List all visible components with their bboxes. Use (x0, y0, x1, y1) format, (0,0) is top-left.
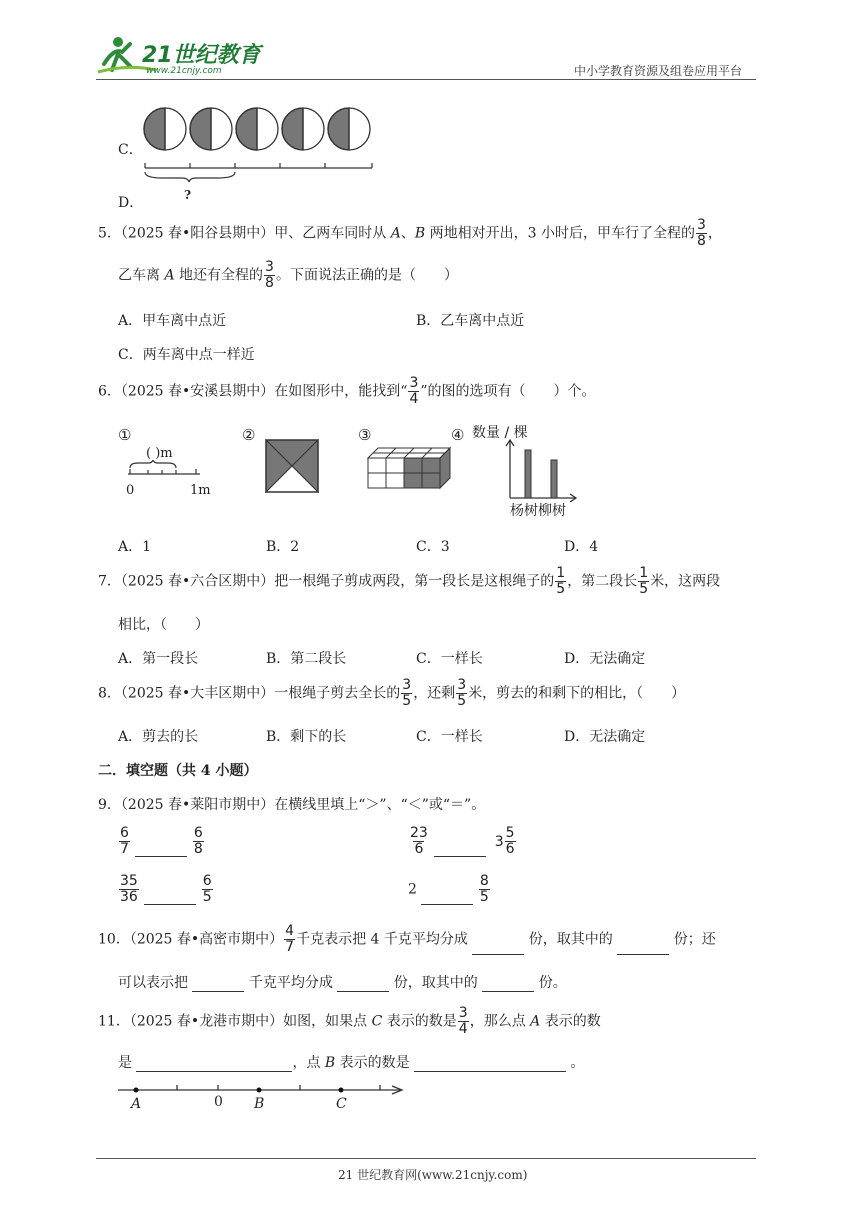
q11-axis-a: A (131, 1096, 142, 1112)
q9-p4-blank[interactable] (421, 890, 473, 905)
q4-circles-figure (142, 106, 374, 152)
q7-number: 7． (98, 573, 121, 590)
q11-source: （2025 春•龙港市期中） (129, 1013, 284, 1030)
q11-number: 11． (98, 1013, 130, 1030)
q8-text1: 一根绳子剪去全长的 (274, 685, 401, 702)
q11-blank-a[interactable] (136, 1057, 292, 1072)
q5-text1: 甲、乙两车同时从 (274, 225, 391, 242)
section-fill-in-title: 二．填空题（共 4 小题） (98, 763, 258, 779)
q5-option-c[interactable]: C．两车离中点一样近 (118, 347, 255, 363)
q9-pair-4 (408, 874, 491, 905)
q7-option-d[interactable]: D．无法确定 (564, 651, 646, 667)
q6-source: （2025 春•安溪县期中） (120, 383, 275, 400)
q5-end1: ， (707, 225, 722, 242)
q9-p1-b: $\frac{6}{8}$ (193, 825, 203, 857)
q8-number: 8． (98, 685, 121, 702)
q6-fig1-one: 1m (190, 483, 211, 498)
q6-fig2-label: ② (242, 426, 256, 444)
q6-option-a[interactable]: A．1 (118, 539, 152, 555)
q6-fig4-ylabel: 数量 / 棵 (472, 425, 528, 441)
q5-line2 (118, 260, 458, 291)
q6-text2: ”的图的选项有（ ）个。 (420, 383, 596, 400)
q5-option-b[interactable]: B．乙车离中点近 (416, 313, 525, 329)
q6-option-b[interactable]: B．2 (266, 539, 300, 555)
q7-option-b[interactable]: B．第二段长 (266, 651, 347, 667)
q4-question-mark: ? (184, 188, 192, 202)
q9-p4-a: 2 (408, 881, 417, 898)
q10-l2b: 千克平均分成 (244, 975, 338, 991)
q10-blank-3[interactable] (192, 977, 244, 992)
q11-point-a: A (530, 1013, 541, 1030)
q6-fig1-label: ① (118, 426, 132, 444)
q5-number: 5． (98, 225, 121, 242)
q9-pair-3 (118, 874, 214, 905)
q6-number: 6． (98, 383, 121, 400)
q5-line2-point-a: A (164, 267, 175, 284)
q9-p1-blank[interactable] (135, 842, 187, 857)
q8-line1 (98, 678, 685, 709)
q5-line2a: 乙车离 (118, 267, 165, 284)
q10-fraction: $\frac{4}{7}$ (285, 923, 295, 955)
q5-text2: 两地相对开出，3 小时后，甲车行了全程的 (425, 225, 695, 242)
q8-source: （2025 春•大丰区期中） (120, 685, 275, 702)
q7-option-c[interactable]: C．一样长 (416, 651, 483, 667)
q10-blank-4[interactable] (337, 977, 389, 992)
q6-fig4-xlabel: 杨树柳树 (510, 503, 566, 519)
q11-fraction: $\frac{3}{4}$ (458, 1005, 468, 1037)
q6-fig1-bracket-label: ( )m (146, 446, 173, 461)
q6-fig2-square (264, 438, 320, 494)
q11-l2a: 是 (118, 1055, 137, 1071)
q10-l2a: 可以表示把 (118, 975, 193, 991)
q10-l2d: 份。 (534, 975, 567, 991)
q8-option-c[interactable]: C．一样长 (416, 729, 483, 745)
q11-axis-b: B (254, 1096, 265, 1112)
q10-l2c: 份，取其中的 (389, 975, 483, 991)
q6-fig3-label: ③ (358, 426, 372, 444)
q6-option-c[interactable]: C．3 (416, 539, 450, 555)
q9-pair-2 (408, 826, 517, 857)
q4-option-c[interactable]: C． (118, 142, 143, 158)
q6-line1 (98, 376, 596, 407)
q5-line1 (98, 218, 722, 249)
q10-t1: 千克表示把 4 千克平均分成 (296, 931, 473, 948)
q5-line2b: 地还有全程的 (174, 267, 264, 284)
footer-rule (96, 1158, 756, 1159)
q6-fig4-bar-chart (500, 438, 580, 502)
q10-t3: 份；还 (669, 931, 716, 948)
q8-fraction-2: $\frac{3}{5}$ (457, 677, 467, 709)
logo-url: www.21cnjy.com (146, 66, 222, 76)
q9-p1-a: $\frac{6}{7}$ (120, 825, 129, 857)
q11-l2c: 表示的数是 (335, 1055, 415, 1071)
q10-t2: 份，取其中的 (524, 931, 618, 948)
q11-line1 (98, 1006, 601, 1037)
q6-fig3-cubes (364, 440, 454, 492)
q5-fraction-2: $\frac{3}{8}$ (265, 259, 274, 291)
q11-l2d: 。 (566, 1055, 585, 1071)
q9-pair-1 (118, 826, 205, 857)
q9-p3-a: $\frac{35}{36}$ (120, 873, 138, 905)
q7-option-a[interactable]: A．第一段长 (118, 651, 199, 667)
q5-point-b: B (414, 225, 426, 242)
q9-source: （2025 春•莱阳市期中） (120, 797, 275, 813)
logo-text: 21世纪教育 (142, 43, 261, 68)
q10-number: 10． (98, 931, 130, 948)
q6-fraction: $\frac{3}{4}$ (409, 375, 419, 407)
q4-option-d[interactable]: D． (118, 195, 144, 211)
q5-sep: 、 (400, 225, 415, 242)
q7-source: （2025 春•六合区期中） (120, 573, 275, 590)
q8-option-b[interactable]: B．剩下的长 (266, 729, 347, 745)
q9-p3-b: $\frac{6}{5}$ (202, 873, 212, 905)
q11-line2 (118, 1052, 585, 1072)
q10-line2 (118, 972, 567, 992)
q10-source: （2025 春•高密市期中） (129, 931, 284, 948)
q5-source: （2025 春•阳谷县期中） (120, 225, 275, 242)
q10-blank-5[interactable] (482, 977, 534, 992)
q7-text2: ，第二段长 (567, 573, 638, 590)
q11-point-b: B (324, 1055, 336, 1071)
q11-axis-c: C (336, 1096, 347, 1112)
q7-line1 (98, 566, 720, 597)
q6-fig1-ruler (124, 460, 204, 484)
q6-text1: 在如图形中，能找到“ (274, 383, 408, 400)
q8-text3: 米，剪去的和剩下的相比，（ ） (468, 685, 686, 702)
q11-t2: 表示的数是 (382, 1013, 457, 1030)
q6-option-d[interactable]: D．4 (564, 539, 599, 555)
q9-p2-b: $\frac{5}{6}$ (505, 825, 515, 857)
q11-point-c: C (371, 1013, 383, 1030)
q6-fig1-zero: 0 (126, 483, 135, 498)
q5-line2c: 。下面说法正确的是（ ） (275, 267, 458, 284)
q9-p4-b: $\frac{8}{5}$ (479, 873, 489, 905)
q11-blank-b[interactable] (414, 1057, 566, 1072)
q7-fraction-2: $\frac{1}{5}$ (639, 565, 649, 597)
q9-p2-whole: 3 (494, 833, 504, 850)
q11-t1: 如图，如果点 (283, 1013, 372, 1030)
q6-fig4-label: ④ (451, 426, 465, 444)
q7-text3: 米，这两段 (650, 573, 721, 590)
q11-axis-zero: 0 (214, 1094, 223, 1110)
q11-t4: 表示的数 (540, 1013, 601, 1030)
q9-p2-a: $\frac{23}{6}$ (410, 825, 428, 857)
q9-number: 9． (98, 797, 121, 813)
q7-line2: 相比，（ ） (118, 617, 209, 633)
q10-line1 (98, 924, 716, 955)
q4-line-segment-figure (142, 160, 382, 200)
q10-blank-1[interactable] (472, 940, 524, 955)
footer-text: 21 世纪教育网(www.21cnjy.com) (338, 1168, 528, 1182)
header-rule (96, 79, 756, 80)
q8-option-d[interactable]: D．无法确定 (564, 729, 646, 745)
q10-blank-2[interactable] (617, 940, 669, 955)
q11-l2b: ，点 (292, 1055, 325, 1071)
q11-t3: ，那么点 (469, 1013, 531, 1030)
q7-text1: 把一根绳子剪成两段，第一段长是这根绳子的 (274, 573, 555, 590)
q8-option-a[interactable]: A．剪去的长 (118, 729, 199, 745)
q9-p3-blank[interactable] (144, 890, 196, 905)
q8-fraction-1: $\frac{3}{5}$ (402, 677, 412, 709)
header-platform-title: 中小学教育资源及组卷应用平台 (574, 64, 743, 78)
q9-line1 (98, 794, 485, 814)
q9-text: 在横线里填上“＞”、“＜”或“＝”。 (274, 797, 486, 813)
q9-p2-blank[interactable] (434, 842, 486, 857)
q5-option-a[interactable]: A．甲车离中点近 (118, 313, 227, 329)
q5-fraction-1: $\frac{3}{8}$ (696, 217, 706, 249)
q7-fraction-1: $\frac{1}{5}$ (556, 565, 566, 597)
q8-text2: ，还剩 (413, 685, 456, 702)
q5-point-a: A (390, 225, 401, 242)
